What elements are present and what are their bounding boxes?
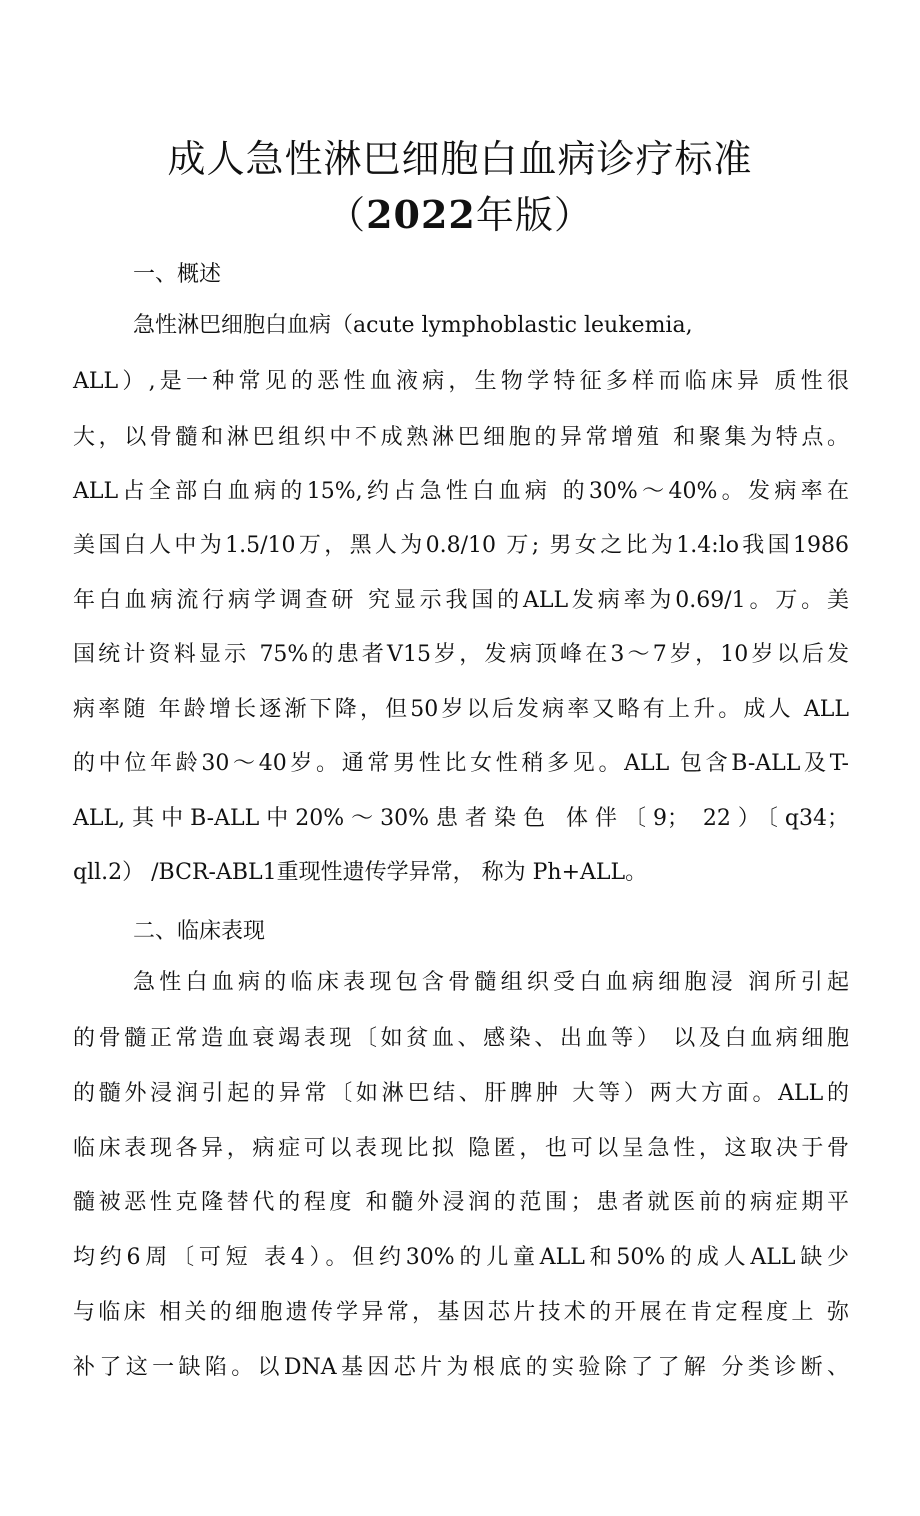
section-heading-overview: 一、概述 — [133, 262, 222, 287]
subtitle-year: 2022 — [366, 192, 476, 237]
paragraph-line: 病率随 年龄增长逐渐下降，但50岁以后发病率又略有上升。成人 ALL — [73, 697, 849, 722]
paragraph-line: 均约6周〔可短 表4）。但约30%的儿童ALL和50%的成人ALL缺少 — [73, 1245, 849, 1270]
paragraph-line: 临床表现各异，病症可以表现比拟 隐匿，也可以呈急性，这取决于骨 — [73, 1136, 849, 1161]
document-subtitle — [0, 184, 920, 239]
section-heading-clinical: 二、临床表现 — [133, 919, 266, 944]
subtitle-rest: 年版） — [475, 193, 593, 237]
paragraph-line: 髓被恶性克隆替代的程度 和髓外浸润的范围；患者就医前的病症期平 — [73, 1190, 849, 1215]
paragraph-line: 美国白人中为1.5/10万，黑人为0.8/10 万; 男女之比为1.4:lo我国1986 — [73, 533, 849, 558]
paragraph-line: 的髓外浸润引起的异常〔如淋巴结、肝脾肿 大等）两大方面。ALL的 — [73, 1081, 849, 1106]
paragraph-line: 补了这一缺陷。以DNA基因芯片为根底的实验除了了解 分类诊断、 — [73, 1355, 849, 1380]
paragraph-line: qll.2） /BCR-ABL1重现性遗传学异常， 称为 Ph+ALL。 — [73, 860, 648, 885]
paragraph-line: ALL）,是一种常见的恶性血液病，生物学特征多样而临床异 质性很 — [73, 369, 849, 394]
subtitle-open: （ — [327, 193, 367, 237]
paragraph-line: 急性淋巴细胞白血病（acute lymphoblastic leukemia, — [133, 313, 693, 338]
paragraph-line: 急性白血病的临床表现包含骨髓组织受白血病细胞浸 润所引起 — [133, 970, 849, 995]
paragraph-line: 国统计资料显示 75%的患者V15岁，发病顶峰在3～7岁，10岁以后发 — [73, 642, 849, 667]
paragraph-line: 年白血病流行病学调查研 究显示我国的ALL发病率为0.69/1。万。美 — [73, 588, 849, 613]
paragraph-line: 的中位年龄30～40岁。通常男性比女性稍多见。ALL 包含B-ALL及T- — [73, 751, 849, 776]
paragraph-line: 大，以骨髓和淋巴组织中不成熟淋巴细胞的异常增殖 和聚集为特点。 — [73, 425, 849, 450]
paragraph-line: 的骨髓正常造血衰竭表现〔如贫血、感染、出血等） 以及白血病细胞 — [73, 1026, 849, 1051]
paragraph-line: ALL占全部白血病的15%,约占急性白血病 的30%～40%。发病率在 — [73, 479, 849, 504]
paragraph-line: 与临床 相关的细胞遗传学异常，基因芯片技术的开展在肯定程度上 弥 — [73, 1300, 849, 1325]
document-title: 成人急性淋巴细胞白血病诊疗标准 — [167, 137, 753, 181]
paragraph-line: ALL,其中B-ALL中20%～30%患者染色 体伴〔9； 22）〔q34； — [73, 806, 849, 831]
